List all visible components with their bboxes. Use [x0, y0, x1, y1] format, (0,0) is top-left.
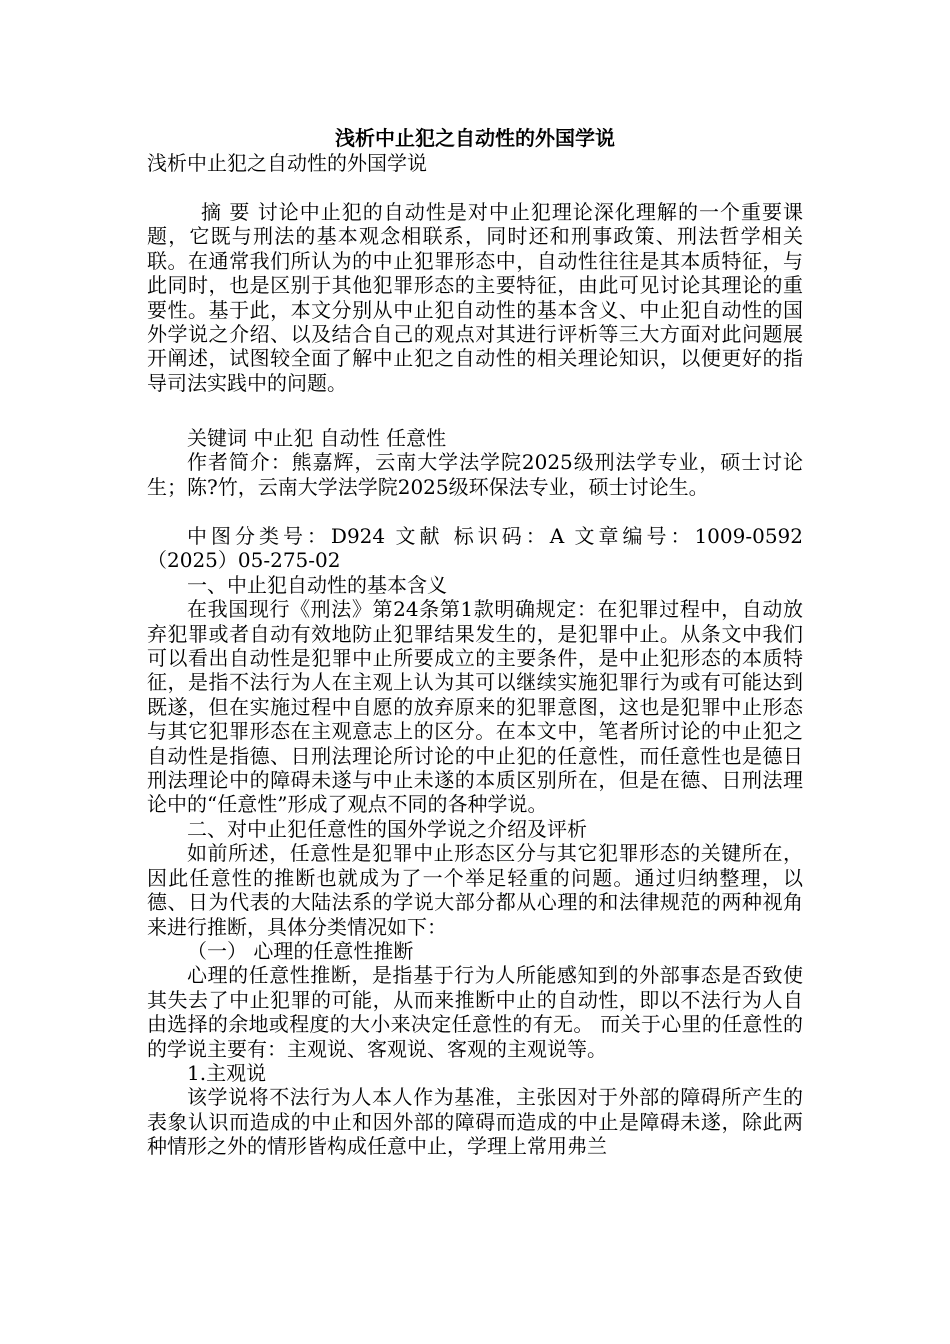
body-block	[147, 524, 803, 1159]
section-heading: 一、中止犯自动性的基本含义	[187, 572, 447, 597]
abstract-paragraph: 摘 要 讨论中止犯的自动性是对中止犯理论深化理解的一个重要课题，它既与刑法的基本观念相联系，同时还和刑事政策、刑法哲学相关联。在通常我们所认为的中止犯罪形态中，自动性往往是其本质特征，与此同时，也是区别于其他犯罪形态的主要特征，由此可见讨论其理论的重要性。基于此，本文分别从中止犯自动性的基本含义、中止犯自动性的国外学说之介绍、以及结合自己的观点对其进行评析等三大方面对此问题展开阐述，试图较全面了解中止犯之自动性的相关理论知识，以便更好的指导司法实践中的问题。	[147, 200, 803, 395]
document-subtitle: 浅析中止犯之自动性的外国学说	[147, 151, 427, 175]
item-heading: 1.主观说	[187, 1060, 267, 1085]
body-paragraph: 如前所述，任意性是犯罪中止形态区分与其它犯罪形态的关键所在，因此任意性的推断也就成为了一个举足轻重的问题。通过归纳整理，以德、日为代表的大陆法系的学说大部分都从心理的和法律规范的两种视角来进行推断，具体分类情况如下：	[147, 841, 803, 939]
abstract-block	[147, 200, 803, 395]
document-title: 浅析中止犯之自动性的外国学说	[335, 126, 615, 150]
classification-line: 中图分类号：D924 文献 标识码：A 文章编号：1009-0592（2025）05-275-02	[147, 524, 803, 573]
body-paragraph: 在我国现行《刑法》第24条第1款明确规定：在犯罪过程中，自动放弃犯罪或者自动有效地防止犯罪结果发生的，是犯罪中止。从条文中我们可以看出自动性是犯罪中止所要成立的主要条件，是中止犯形态的本质特征，是指不法行为人在主观上认为其可以继续实施犯罪行为或有可能达到既遂，但在实施过程中自愿的放弃原来的犯罪意图，这也是犯罪中止形态与其它犯罪形态在主观意志上的区分。在本文中，笔者所讨论的中止犯之自动性是指德、日刑法理论所讨论的中止犯的任意性，而任意性也是德日刑法理论中的障碍未遂与中止未遂的本质区别所在，但是在德、日刑法理论中的“任意性”形成了观点不同的各种学说。	[147, 597, 803, 817]
body-paragraph: 该学说将不法行为人本人作为基准，主张因对于外部的障碍所产生的表象认识而造成的中止和因外部的障碍而造成的中止是障碍未遂，除此两种情形之外的情形皆构成任意中止，学理上常用弗兰	[147, 1085, 803, 1159]
meta-block	[147, 426, 803, 499]
subsection-heading: （一） 心理的任意性推断	[187, 938, 414, 963]
author-intro: 作者简介：熊嘉辉，云南大学法学院2025级刑法学专业，硕士讨论生；陈?竹，云南大学法学院2025级环保法专业，硕士讨论生。	[147, 450, 803, 499]
body-paragraph: 心理的任意性推断，是指基于行为人所能感知到的外部事态是否致使其失去了中止犯罪的可能，从而来推断中止的自动性，即以不法行为人自由选择的余地或程度的大小来决定任意性的有无。 而关于心里的任意性的的学说主要有：主观说、客观说、客观的主观说等。	[147, 963, 803, 1061]
keywords-line: 关键词 中止犯 自动性 任意性	[187, 426, 447, 450]
section-heading: 二、对中止犯任意性的国外学说之介绍及评析	[187, 816, 587, 841]
